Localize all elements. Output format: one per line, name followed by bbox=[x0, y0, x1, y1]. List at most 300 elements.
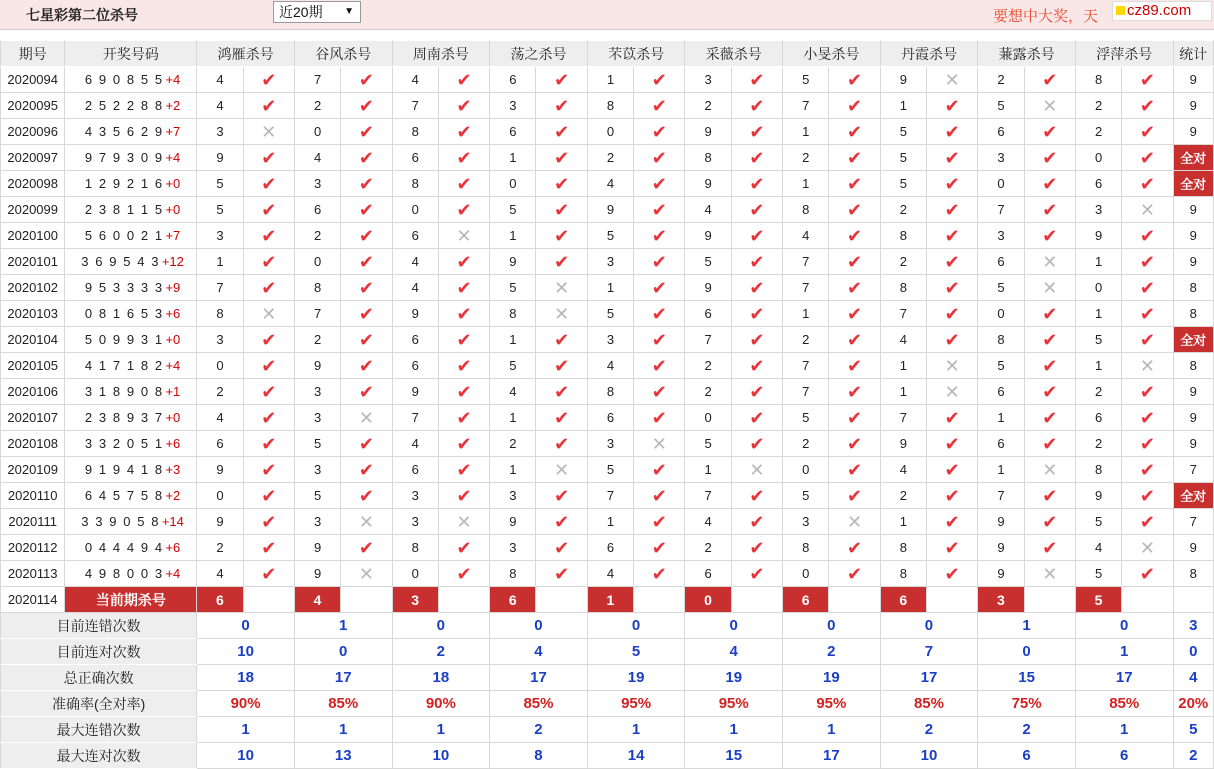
pick-number: 7 bbox=[783, 249, 829, 275]
summary-value: 17 bbox=[1075, 665, 1173, 691]
draw-digit: 3 bbox=[151, 254, 159, 269]
pick-number: 5 bbox=[294, 431, 340, 457]
pick-result bbox=[926, 275, 977, 301]
summary-value: 0 bbox=[587, 613, 685, 639]
draw-cell bbox=[65, 67, 197, 93]
pick-result bbox=[341, 405, 392, 431]
check-icon: ✔ bbox=[456, 147, 472, 168]
draw-digit: 9 bbox=[126, 332, 135, 347]
current-pick: 0 bbox=[685, 587, 731, 613]
draw-digit: 3 bbox=[98, 410, 107, 425]
summary-value: 75% bbox=[978, 691, 1076, 717]
pick-result bbox=[731, 223, 782, 249]
pick-result bbox=[438, 535, 489, 561]
check-icon: ✔ bbox=[358, 381, 374, 402]
check-icon: ✔ bbox=[261, 355, 277, 376]
summary-label: 最大连错次数 bbox=[1, 717, 197, 743]
draw-digit: 8 bbox=[126, 72, 135, 87]
pick-number: 9 bbox=[490, 509, 536, 535]
check-icon: ✔ bbox=[261, 407, 277, 428]
draw-digit: 3 bbox=[98, 436, 107, 451]
summary-value: 2 bbox=[978, 717, 1076, 743]
check-icon: ✔ bbox=[944, 485, 960, 506]
draw-digit: 3 bbox=[98, 124, 107, 139]
check-icon: ✔ bbox=[554, 563, 570, 584]
range-select[interactable] bbox=[273, 1, 361, 23]
pick-result bbox=[926, 197, 977, 223]
pick-result bbox=[438, 197, 489, 223]
check-icon: ✔ bbox=[261, 537, 277, 558]
current-pick-blank bbox=[243, 587, 294, 613]
pick-number: 1 bbox=[587, 509, 633, 535]
summary-value: 90% bbox=[392, 691, 490, 717]
pick-result bbox=[731, 327, 782, 353]
pick-result bbox=[634, 197, 685, 223]
cross-icon: ✕ bbox=[358, 563, 374, 584]
cross-icon: ✕ bbox=[261, 121, 277, 142]
check-icon: ✔ bbox=[554, 95, 570, 116]
current-pick: 4 bbox=[294, 587, 340, 613]
pick-number: 8 bbox=[880, 561, 926, 587]
check-icon: ✔ bbox=[456, 251, 472, 272]
check-icon: ✔ bbox=[261, 173, 277, 194]
pick-number: 9 bbox=[978, 561, 1024, 587]
pick-number: 3 bbox=[978, 223, 1024, 249]
pick-number: 2 bbox=[783, 327, 829, 353]
pick-number: 1 bbox=[880, 353, 926, 379]
check-icon: ✔ bbox=[554, 511, 570, 532]
pick-result bbox=[536, 483, 587, 509]
pick-result bbox=[731, 405, 782, 431]
check-icon: ✔ bbox=[651, 537, 667, 558]
pick-result bbox=[243, 67, 294, 93]
summary-stat: 4 bbox=[1173, 665, 1213, 691]
pick-number: 5 bbox=[685, 431, 731, 457]
pick-result bbox=[1122, 379, 1173, 405]
pick-result bbox=[341, 301, 392, 327]
pick-result bbox=[243, 561, 294, 587]
table-row bbox=[1, 275, 1214, 301]
pick-result bbox=[341, 197, 392, 223]
check-icon: ✔ bbox=[651, 563, 667, 584]
table-row bbox=[1, 509, 1214, 535]
draw-bonus: +4 bbox=[165, 150, 181, 165]
pick-result bbox=[1024, 67, 1075, 93]
header-row bbox=[1, 41, 1214, 67]
cross-icon: ✕ bbox=[358, 511, 374, 532]
draw-cell bbox=[65, 275, 197, 301]
table-row bbox=[1, 119, 1214, 145]
pick-number: 9 bbox=[685, 119, 731, 145]
check-icon: ✔ bbox=[651, 329, 667, 350]
check-icon: ✔ bbox=[1139, 251, 1155, 272]
check-icon: ✔ bbox=[749, 329, 765, 350]
pick-number: 3 bbox=[490, 93, 536, 119]
table-row bbox=[1, 197, 1214, 223]
pick-result bbox=[243, 535, 294, 561]
header-expert: 丹霞杀号 bbox=[880, 41, 978, 67]
check-icon: ✔ bbox=[358, 199, 374, 220]
pick-number: 9 bbox=[392, 379, 438, 405]
pick-result bbox=[1122, 535, 1173, 561]
check-icon: ✔ bbox=[1139, 511, 1155, 532]
draw-digit: 3 bbox=[126, 280, 135, 295]
draw-digit: 9 bbox=[154, 150, 163, 165]
table-row bbox=[1, 431, 1214, 457]
summary-value: 14 bbox=[587, 743, 685, 769]
pick-number: 7 bbox=[392, 93, 438, 119]
pick-result bbox=[341, 275, 392, 301]
pick-number: 2 bbox=[197, 535, 243, 561]
current-pick-blank bbox=[536, 587, 587, 613]
summary-value: 15 bbox=[978, 665, 1076, 691]
check-icon: ✔ bbox=[1139, 303, 1155, 324]
pick-number: 9 bbox=[685, 275, 731, 301]
draw-digit: 6 bbox=[98, 228, 107, 243]
draw-digit: 3 bbox=[98, 202, 107, 217]
draw-digit: 1 bbox=[140, 176, 149, 191]
pick-number: 0 bbox=[783, 561, 829, 587]
draw-bonus: +0 bbox=[165, 410, 181, 425]
pick-number: 0 bbox=[1075, 275, 1121, 301]
pick-result bbox=[1122, 197, 1173, 223]
period-cell: 2020110 bbox=[1, 483, 65, 509]
pick-result bbox=[1024, 509, 1075, 535]
draw-digit: 2 bbox=[98, 176, 107, 191]
draw-digit: 9 bbox=[84, 150, 93, 165]
stat-cell: 全对 bbox=[1173, 145, 1213, 171]
pick-result bbox=[1024, 405, 1075, 431]
pick-number: 0 bbox=[294, 249, 340, 275]
period-cell: 2020104 bbox=[1, 327, 65, 353]
check-icon: ✔ bbox=[944, 407, 960, 428]
draw-bonus: +7 bbox=[165, 124, 181, 139]
check-icon: ✔ bbox=[1139, 225, 1155, 246]
pick-result bbox=[243, 93, 294, 119]
check-icon: ✔ bbox=[846, 303, 863, 324]
check-icon: ✔ bbox=[1139, 329, 1155, 350]
pick-result bbox=[1024, 145, 1075, 171]
pick-result bbox=[731, 431, 782, 457]
check-icon: ✔ bbox=[846, 381, 863, 402]
check-icon: ✔ bbox=[846, 199, 863, 220]
pick-number: 6 bbox=[685, 561, 731, 587]
pick-result bbox=[1122, 353, 1173, 379]
site-logo[interactable] bbox=[1112, 1, 1212, 21]
check-icon: ✔ bbox=[651, 277, 667, 298]
table-row bbox=[1, 249, 1214, 275]
cross-icon: ✕ bbox=[456, 511, 472, 532]
draw-cell bbox=[65, 561, 197, 587]
check-icon: ✔ bbox=[358, 225, 374, 246]
pick-result bbox=[1122, 67, 1173, 93]
table-row bbox=[1, 535, 1214, 561]
check-icon: ✔ bbox=[554, 355, 570, 376]
cross-icon: ✕ bbox=[1042, 277, 1058, 298]
pick-result bbox=[829, 457, 880, 483]
check-icon: ✔ bbox=[1042, 199, 1058, 220]
draw-digit: 6 bbox=[84, 72, 93, 87]
pick-number: 3 bbox=[392, 509, 438, 535]
check-icon: ✔ bbox=[846, 251, 863, 272]
pick-result bbox=[1122, 145, 1173, 171]
draw-cell bbox=[65, 405, 197, 431]
draw-digit: 9 bbox=[112, 462, 121, 477]
check-icon: ✔ bbox=[846, 485, 863, 506]
pick-number: 0 bbox=[783, 457, 829, 483]
cross-icon: ✕ bbox=[554, 277, 570, 298]
check-icon: ✔ bbox=[846, 563, 863, 584]
check-icon: ✔ bbox=[456, 173, 472, 194]
draw-digit: 7 bbox=[112, 358, 121, 373]
check-icon: ✔ bbox=[358, 485, 374, 506]
pick-number: 4 bbox=[587, 561, 633, 587]
draw-digit: 4 bbox=[154, 540, 163, 555]
draw-bonus: +12 bbox=[161, 254, 184, 269]
pick-result bbox=[1024, 301, 1075, 327]
pick-result bbox=[438, 275, 489, 301]
pick-number: 0 bbox=[685, 405, 731, 431]
check-icon: ✔ bbox=[261, 225, 277, 246]
pick-number: 4 bbox=[392, 431, 438, 457]
draw-digit: 4 bbox=[84, 124, 93, 139]
draw-digit: 3 bbox=[140, 280, 149, 295]
draw-digit: 6 bbox=[84, 488, 93, 503]
summary-value: 0 bbox=[783, 613, 881, 639]
check-icon: ✔ bbox=[846, 147, 863, 168]
table-row bbox=[1, 561, 1214, 587]
pick-number: 8 bbox=[783, 197, 829, 223]
pick-number: 2 bbox=[978, 67, 1024, 93]
pick-result bbox=[829, 275, 880, 301]
pick-result bbox=[243, 275, 294, 301]
pick-result bbox=[731, 145, 782, 171]
pick-result bbox=[1024, 327, 1075, 353]
pick-number: 9 bbox=[978, 509, 1024, 535]
pick-number: 3 bbox=[1075, 197, 1121, 223]
draw-digit: 4 bbox=[84, 566, 93, 581]
stat-cell: 8 bbox=[1173, 561, 1213, 587]
period-cell: 2020109 bbox=[1, 457, 65, 483]
draw-cell bbox=[65, 509, 197, 535]
summary-label: 总正确次数 bbox=[1, 665, 197, 691]
pick-number: 6 bbox=[490, 119, 536, 145]
check-icon: ✔ bbox=[651, 407, 667, 428]
pick-number: 2 bbox=[1075, 119, 1121, 145]
check-icon: ✔ bbox=[944, 277, 960, 298]
pick-result bbox=[438, 353, 489, 379]
draw-bonus: +0 bbox=[165, 202, 181, 217]
pick-result bbox=[829, 249, 880, 275]
current-pick: 3 bbox=[392, 587, 438, 613]
pick-number: 5 bbox=[880, 119, 926, 145]
pick-number: 7 bbox=[880, 301, 926, 327]
pick-number: 3 bbox=[294, 379, 340, 405]
pick-result bbox=[926, 249, 977, 275]
check-icon: ✔ bbox=[944, 563, 960, 584]
pick-result bbox=[341, 561, 392, 587]
check-icon: ✔ bbox=[358, 277, 374, 298]
pick-result bbox=[829, 483, 880, 509]
pick-result bbox=[731, 171, 782, 197]
pick-result bbox=[438, 145, 489, 171]
draw-digit: 1 bbox=[154, 332, 163, 347]
current-pick-blank bbox=[1024, 587, 1075, 613]
check-icon: ✔ bbox=[456, 303, 472, 324]
pick-result bbox=[438, 171, 489, 197]
check-icon: ✔ bbox=[1139, 485, 1155, 506]
draw-digit: 7 bbox=[98, 150, 107, 165]
pick-number: 1 bbox=[783, 301, 829, 327]
draw-digit: 9 bbox=[112, 176, 121, 191]
summary-value: 85% bbox=[490, 691, 588, 717]
pick-number: 1 bbox=[978, 457, 1024, 483]
pick-number: 0 bbox=[978, 171, 1024, 197]
draw-digit: 5 bbox=[98, 98, 107, 113]
pick-result bbox=[926, 535, 977, 561]
draw-digit: 2 bbox=[84, 202, 93, 217]
check-icon: ✔ bbox=[944, 251, 960, 272]
pick-result bbox=[536, 197, 587, 223]
pick-result bbox=[341, 67, 392, 93]
check-icon: ✔ bbox=[749, 563, 765, 584]
check-icon: ✔ bbox=[651, 121, 667, 142]
summary-value: 85% bbox=[294, 691, 392, 717]
period-cell: 2020113 bbox=[1, 561, 65, 587]
check-icon: ✔ bbox=[554, 251, 570, 272]
pick-number: 4 bbox=[685, 197, 731, 223]
pick-result bbox=[341, 379, 392, 405]
table-row bbox=[1, 457, 1214, 483]
draw-bonus: +3 bbox=[165, 462, 181, 477]
summary-value: 10 bbox=[197, 743, 295, 769]
summary-value: 95% bbox=[685, 691, 783, 717]
header-expert: 谷风杀号 bbox=[294, 41, 392, 67]
draw-digit: 0 bbox=[98, 332, 107, 347]
pick-number: 6 bbox=[392, 327, 438, 353]
pick-result bbox=[634, 275, 685, 301]
pick-number: 1 bbox=[490, 145, 536, 171]
pick-number: 4 bbox=[294, 145, 340, 171]
period-cell: 2020112 bbox=[1, 535, 65, 561]
cross-icon: ✕ bbox=[1042, 563, 1058, 584]
draw-digit: 4 bbox=[98, 540, 107, 555]
pick-number: 5 bbox=[587, 301, 633, 327]
check-icon: ✔ bbox=[456, 563, 472, 584]
pick-result bbox=[1122, 561, 1173, 587]
cross-icon: ✕ bbox=[261, 303, 277, 324]
draw-digit: 2 bbox=[112, 98, 121, 113]
draw-digit: 8 bbox=[112, 410, 121, 425]
draw-digit: 2 bbox=[84, 98, 93, 113]
pick-number: 9 bbox=[294, 353, 340, 379]
pick-number: 8 bbox=[783, 535, 829, 561]
draw-digit: 9 bbox=[126, 384, 135, 399]
current-pick: 6 bbox=[783, 587, 829, 613]
check-icon: ✔ bbox=[554, 199, 570, 220]
pick-number: 3 bbox=[392, 483, 438, 509]
cross-icon: ✕ bbox=[1139, 537, 1155, 558]
draw-digit: 3 bbox=[140, 410, 149, 425]
pick-number: 9 bbox=[978, 535, 1024, 561]
pick-number: 4 bbox=[783, 223, 829, 249]
pick-result bbox=[634, 249, 685, 275]
pick-number: 7 bbox=[783, 275, 829, 301]
pick-result bbox=[829, 353, 880, 379]
pick-result bbox=[438, 509, 489, 535]
draw-digit: 1 bbox=[154, 436, 163, 451]
pick-result bbox=[536, 119, 587, 145]
pick-result bbox=[1024, 275, 1075, 301]
summary-value: 4 bbox=[685, 639, 783, 665]
draw-cell bbox=[65, 353, 197, 379]
check-icon: ✔ bbox=[651, 95, 667, 116]
draw-digit: 2 bbox=[126, 176, 135, 191]
check-icon: ✔ bbox=[456, 355, 472, 376]
draw-digit: 8 bbox=[154, 462, 163, 477]
pick-result bbox=[829, 67, 880, 93]
pick-number: 4 bbox=[197, 405, 243, 431]
summary-value: 17 bbox=[490, 665, 588, 691]
draw-digit: 9 bbox=[109, 514, 117, 529]
pick-result bbox=[1024, 197, 1075, 223]
check-icon: ✔ bbox=[358, 303, 374, 324]
check-icon: ✔ bbox=[456, 121, 472, 142]
draw-cell bbox=[65, 119, 197, 145]
draw-digit: 1 bbox=[84, 176, 93, 191]
pick-result bbox=[536, 431, 587, 457]
check-icon: ✔ bbox=[456, 381, 472, 402]
summary-value: 5 bbox=[587, 639, 685, 665]
pick-result bbox=[243, 353, 294, 379]
draw-digit: 7 bbox=[126, 488, 135, 503]
summary-value: 0 bbox=[294, 639, 392, 665]
period-cell: 2020102 bbox=[1, 275, 65, 301]
pick-number: 9 bbox=[490, 249, 536, 275]
promo-text[interactable]: 要想中大奖，天 bbox=[993, 8, 1099, 25]
current-pick-blank bbox=[926, 587, 977, 613]
summary-value: 13 bbox=[294, 743, 392, 769]
pick-result bbox=[243, 405, 294, 431]
check-icon: ✔ bbox=[651, 485, 667, 506]
pick-result bbox=[829, 561, 880, 587]
pick-result bbox=[536, 249, 587, 275]
check-icon: ✔ bbox=[261, 433, 277, 454]
check-icon: ✔ bbox=[554, 69, 570, 90]
pick-result bbox=[1024, 535, 1075, 561]
check-icon: ✔ bbox=[261, 251, 277, 272]
draw-cell bbox=[65, 145, 197, 171]
period-cell: 2020096 bbox=[1, 119, 65, 145]
current-row bbox=[1, 587, 1214, 613]
check-icon: ✔ bbox=[846, 277, 863, 298]
pick-result bbox=[926, 405, 977, 431]
draw-digit: 9 bbox=[154, 124, 163, 139]
current-pick: 6 bbox=[490, 587, 536, 613]
stat-cell: 9 bbox=[1173, 379, 1213, 405]
check-icon: ✔ bbox=[456, 407, 472, 428]
pick-number: 3 bbox=[685, 67, 731, 93]
cross-icon: ✕ bbox=[651, 433, 667, 454]
cross-icon: ✕ bbox=[358, 407, 374, 428]
check-icon: ✔ bbox=[554, 485, 570, 506]
pick-number: 5 bbox=[1075, 509, 1121, 535]
pick-number: 3 bbox=[490, 535, 536, 561]
draw-digit: 4 bbox=[126, 462, 135, 477]
table-row bbox=[1, 67, 1214, 93]
pick-result bbox=[438, 379, 489, 405]
pick-number: 9 bbox=[197, 145, 243, 171]
